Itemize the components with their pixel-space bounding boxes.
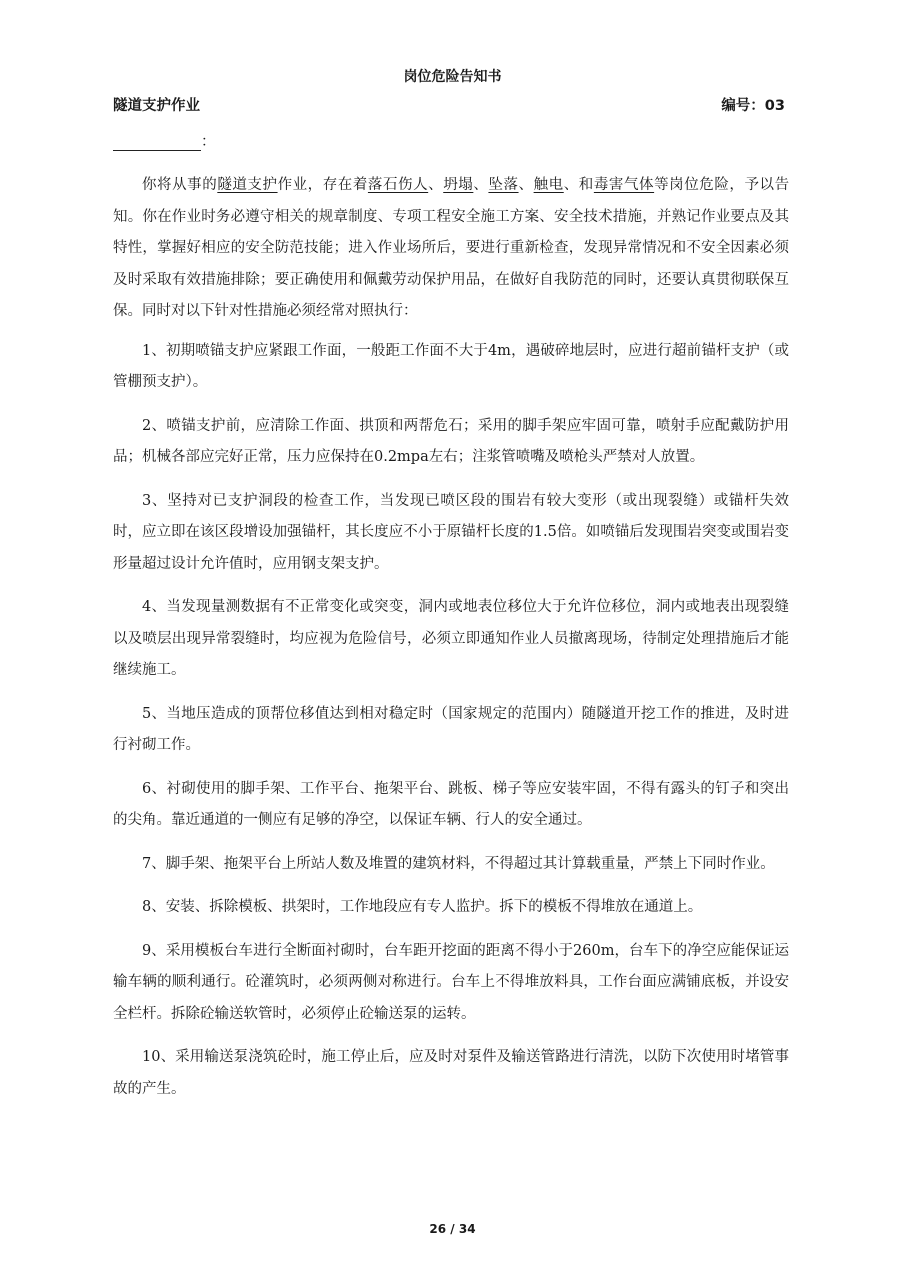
- measure-item-4: 4、当发现量测数据有不正常变化或突变，洞内或地表位移位大于允许位移位，洞内或地表出现裂缝以及喷层出现异常裂缝时，均应视为危险信号，必须立即通知作业人员撤离现场，待制定处理措施后才能继续施工。: [113, 599, 789, 678]
- hazard-sep-3: 、: [518, 177, 534, 193]
- measure-item-10: 10、采用输送泵浇筑砼时，施工停止后，应及时对泵件及输送管路进行清洗，以防下次使用时堵管事故的产生。: [113, 1049, 789, 1097]
- header-row: [113, 94, 785, 115]
- hazard-sep-2: 、: [473, 177, 489, 193]
- measure-item-1: 1、初期喷锚支护应紧跟工作面，一般距工作面不大于4m，遇破碎地层时，应进行超前锚杆支护（或管棚预支护）。: [113, 342, 789, 390]
- hazard-fall: 坠落: [488, 177, 519, 193]
- job-name: 隧道支护作业: [113, 98, 200, 114]
- measure-item-2: 2、喷锚支护前，应清除工作面、拱顶和两帮危石；采用的脚手架应牢固可靠，喷射手应配戴防护用品；机械各部应完好正常，压力应保持在0.2mpa左右；注浆管喷嘴及喷枪头严禁对人放置。: [113, 417, 789, 465]
- addressee-colon: ：: [201, 134, 216, 150]
- intro-text-3: 等岗位危险，予以告知。你在作业时务必遵守相关的规章制度、专项工程安全施工方案、安全技术措施，并熟记作业要点及其特性，掌握好相应的安全防范技能；进入作业场所后，要进行重新检查，发现异常情况和不安全因素必须及时采取有效措施排除；要正确使用和佩戴劳动保护用品，在做好自我防范的同时，还要认真贯彻联保互保。同时对以下针对性措施必须经常对照执行：: [113, 177, 790, 319]
- hazard-sep-1: 、: [428, 177, 444, 193]
- hazard-toxic-gas: 毒害气体: [593, 177, 655, 193]
- hazard-electric-shock: 触电: [533, 177, 564, 193]
- measure-item-3: 3、坚持对已支护洞段的检查工作，当发现已喷区段的围岩有较大变形（或出现裂缝）或锚杆失效时，应立即在该区段增设加强锚杆，其长度应不小于原锚杆长度的1.5倍。如喷锚后发现围岩突变或围岩变形量超过设计允许值时，应用钢支架支护。: [113, 492, 789, 572]
- hazard-sep-4: 、和: [563, 177, 594, 193]
- hazard-collapse: 坍塌: [443, 177, 474, 193]
- document-title: 岗位危险告知书: [403, 69, 502, 85]
- intro-paragraph: [113, 170, 789, 328]
- measure-item-7: 7、脚手架、拖架平台上所站人数及堆置的建筑材料，不得超过其计算载重量，严禁上下同时作业。: [142, 855, 775, 872]
- page-number: 26 / 34: [429, 1222, 476, 1236]
- addressee-line: [113, 130, 216, 151]
- notice-body: [113, 170, 789, 1117]
- document-number: 编号：03: [721, 98, 785, 114]
- measure-item-5: 5、当地压造成的顶帮位移值达到相对稳定时（国家规定的范围内）随隧道开挖工作的推进，及时进行衬砌工作。: [113, 705, 789, 753]
- hazard-falling-rock: 落石伤人: [367, 177, 429, 193]
- measure-item-9: 9、采用模板台车进行全断面衬砌时，台车距开挖面的距离不得小于260m，台车下的净空应能保证运输车辆的顺利通行。砼灌筑时，必须两侧对称进行。台车上不得堆放料具，工作台面应满铺底板，并设安全栏杆。拆除砼输送软管时，必须停止砼输送泵的运转。: [113, 942, 789, 1022]
- intro-job: 隧道支护: [217, 177, 278, 193]
- intro-text-1: 你将从事的: [142, 177, 218, 193]
- intro-text-2: 作业，存在着: [277, 177, 368, 193]
- measure-item-8: 8、安装、拆除模板、拱架时，工作地段应有专人监护。拆下的模板不得堆放在通道上。: [142, 899, 703, 915]
- addressee-blank: [113, 136, 201, 151]
- measure-item-6: 6、衬砌使用的脚手架、工作平台、拖架平台、跳板、梯子等应安装牢固，不得有露头的钉子和突出的尖角。靠近通道的一侧应有足够的净空，以保证车辆、行人的安全通过。: [113, 780, 789, 828]
